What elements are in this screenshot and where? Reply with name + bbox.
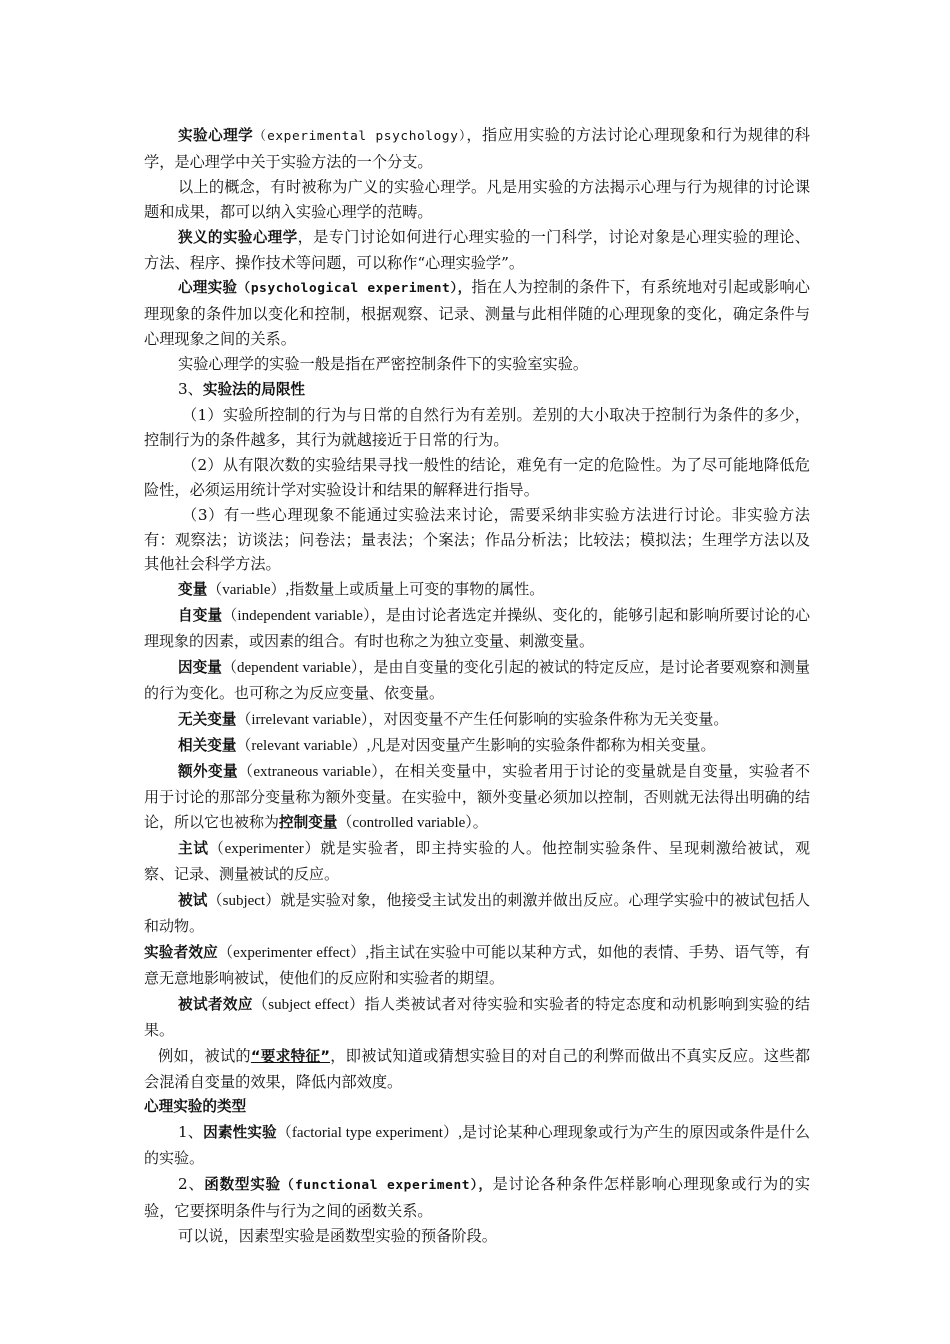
list-item: 2、函数型实验（functional experiment），是讨论各种条件怎样影响心理现象或行为的实验，它要探明条件与行为之间的函数关系。 <box>144 1175 811 1221</box>
paragraph: 以上的概念，有时被称为广义的实验心理学。凡是用实验的方法揭示心理与行为规律的讨论课题和成果，都可以纳入实验心理学的范畴。 <box>144 177 810 221</box>
term: 因素性实验 <box>203 1124 277 1142</box>
section-heading: 3、实验法的局限性 <box>178 380 306 399</box>
paragraph-example: 例如，被试的“要求特征”，即被试知道或猜想实验目的对自己的利弊而做出不真实反应。这些都会混淆自变量的效果，降低内部效度。 <box>144 1046 811 1091</box>
paragraph-definition: 心理实验（psychological experiment），指在人为控制的条件下，有系统地对引起或影响心理现象的条件加以变化和控制，根据观察、记录、测量与此相伴随的心理现象的变化，确定条件与心理现象之间的关系。 <box>144 278 810 349</box>
term: 无关变量 <box>178 710 237 728</box>
term: 狭义的实验心理学 <box>178 228 298 246</box>
term: 额外变量 <box>178 762 238 780</box>
term: 相关变量 <box>178 736 237 754</box>
list-item: （3）有一些心理现象不能通过实验法来讨论，需要采纳非实验方法进行讨论。非实验方法有：观察法；访谈法；问卷法；量表法；个案法；作品分析法；比较法；模拟法；生理学方法以及其他社会科学方法。 <box>144 505 810 574</box>
paragraph-definition: 实验心理学（experimental psychology），指应用实验的方法讨论心理现象和行为规律的科学，是心理学中关于实验方法的一个分支。 <box>144 126 810 171</box>
paragraph: 可以说，因素型实验是函数型实验的预备阶段。 <box>178 1226 497 1245</box>
paragraph-definition: 被试者效应（subject effect）指人类被试者对待实验和实验者的特定态度和动机影响到实验的结果。 <box>144 995 810 1039</box>
paragraph-definition: 变量（variable）,指数量上或质量上可变的事物的属性。 <box>178 581 545 599</box>
term: 被试者效应 <box>178 995 253 1013</box>
paragraph-definition: 主试（experimenter）就是实验者，即主持实验的人。他控制实验条件、呈现刺激给被试，观察、记录、测量被试的反应。 <box>144 840 810 884</box>
paragraph-definition: 实验者效应（experimenter effect）,指主试在实验中可能以某种方式，如他的表情、手势、语气等，有意无意地影响被试，使他们的反应附和实验者的期望。 <box>144 944 810 987</box>
list-item: （2）从有限次数的实验结果寻找一般性的结论，难免有一定的危险性。为了尽可能地降低危险性，必须运用统计学对实验设计和结果的解释进行指导。 <box>144 455 810 499</box>
paragraph-definition: 狭义的实验心理学，是专门讨论如何进行心理实验的一门科学，讨论对象是心理实验的理论、方法、程序、操作技术等问题，可以称作“心理实验学”。 <box>144 227 810 272</box>
term: 函数型实验 <box>204 1176 281 1194</box>
paragraph-definition: 因变量（dependent variable），是由自变量的变化引起的被试的特定反应，是讨论者要观察和测量的行为变化。也可称之为反应变量、依变量。 <box>144 659 810 702</box>
term: “要求特征” <box>250 1047 330 1065</box>
section-heading: 心理实验的类型 <box>144 1098 247 1116</box>
paragraph: 实验心理学的实验一般是指在严密控制条件下的实验室实验。 <box>178 355 589 374</box>
paragraph-definition: 自变量（independent variable），是由讨论者选定并操纵、变化的，能够引起和影响所要讨论的心理现象的因素，或因素的组合。有时也称之为独立变量、刺激变量。 <box>144 607 810 651</box>
paragraph-definition: 无关变量（irrelevant variable），对因变量不产生任何影响的实验条件称为无关变量。 <box>178 710 729 728</box>
term: 因变量 <box>178 659 222 677</box>
term: 被试 <box>178 892 208 910</box>
term: 自变量 <box>178 607 223 625</box>
term: 主试 <box>178 840 209 858</box>
paragraph-definition: 额外变量（extraneous variable），在相关变量中，实验者用于讨论的变量就是自变量，实验者不用于讨论的那部分变量称为额外变量。在实验中，额外变量必须加以控制，否则就无法得出明确的结论，所以它也被称为控制变量（controlled variable）。 <box>144 762 810 832</box>
term: 控制变量 <box>279 814 338 832</box>
paragraph-definition: 被试（subject）就是实验对象，他接受主试发出的刺激并做出反应。心理学实验中的被试包括人和动物。 <box>144 892 810 936</box>
list-item: 1、因素性实验（factorial type experiment）,是讨论某种心理现象或行为产生的原因或条件是什么的实验。 <box>144 1123 810 1168</box>
term: 变量 <box>178 581 208 599</box>
paragraph-definition: 相关变量（relevant variable）,凡是对因变量产生影响的实验条件都称为相关变量。 <box>178 736 716 754</box>
term: 实验者效应 <box>144 944 218 961</box>
term: 心理实验 <box>178 279 238 297</box>
term: 实验心理学 <box>178 127 254 144</box>
list-item: （1）实验所控制的行为与日常的自然行为有差别。差别的大小取决于控制行为条件的多少，控制行为的条件越多，其行为就越接近于日常的行为。 <box>144 405 810 449</box>
